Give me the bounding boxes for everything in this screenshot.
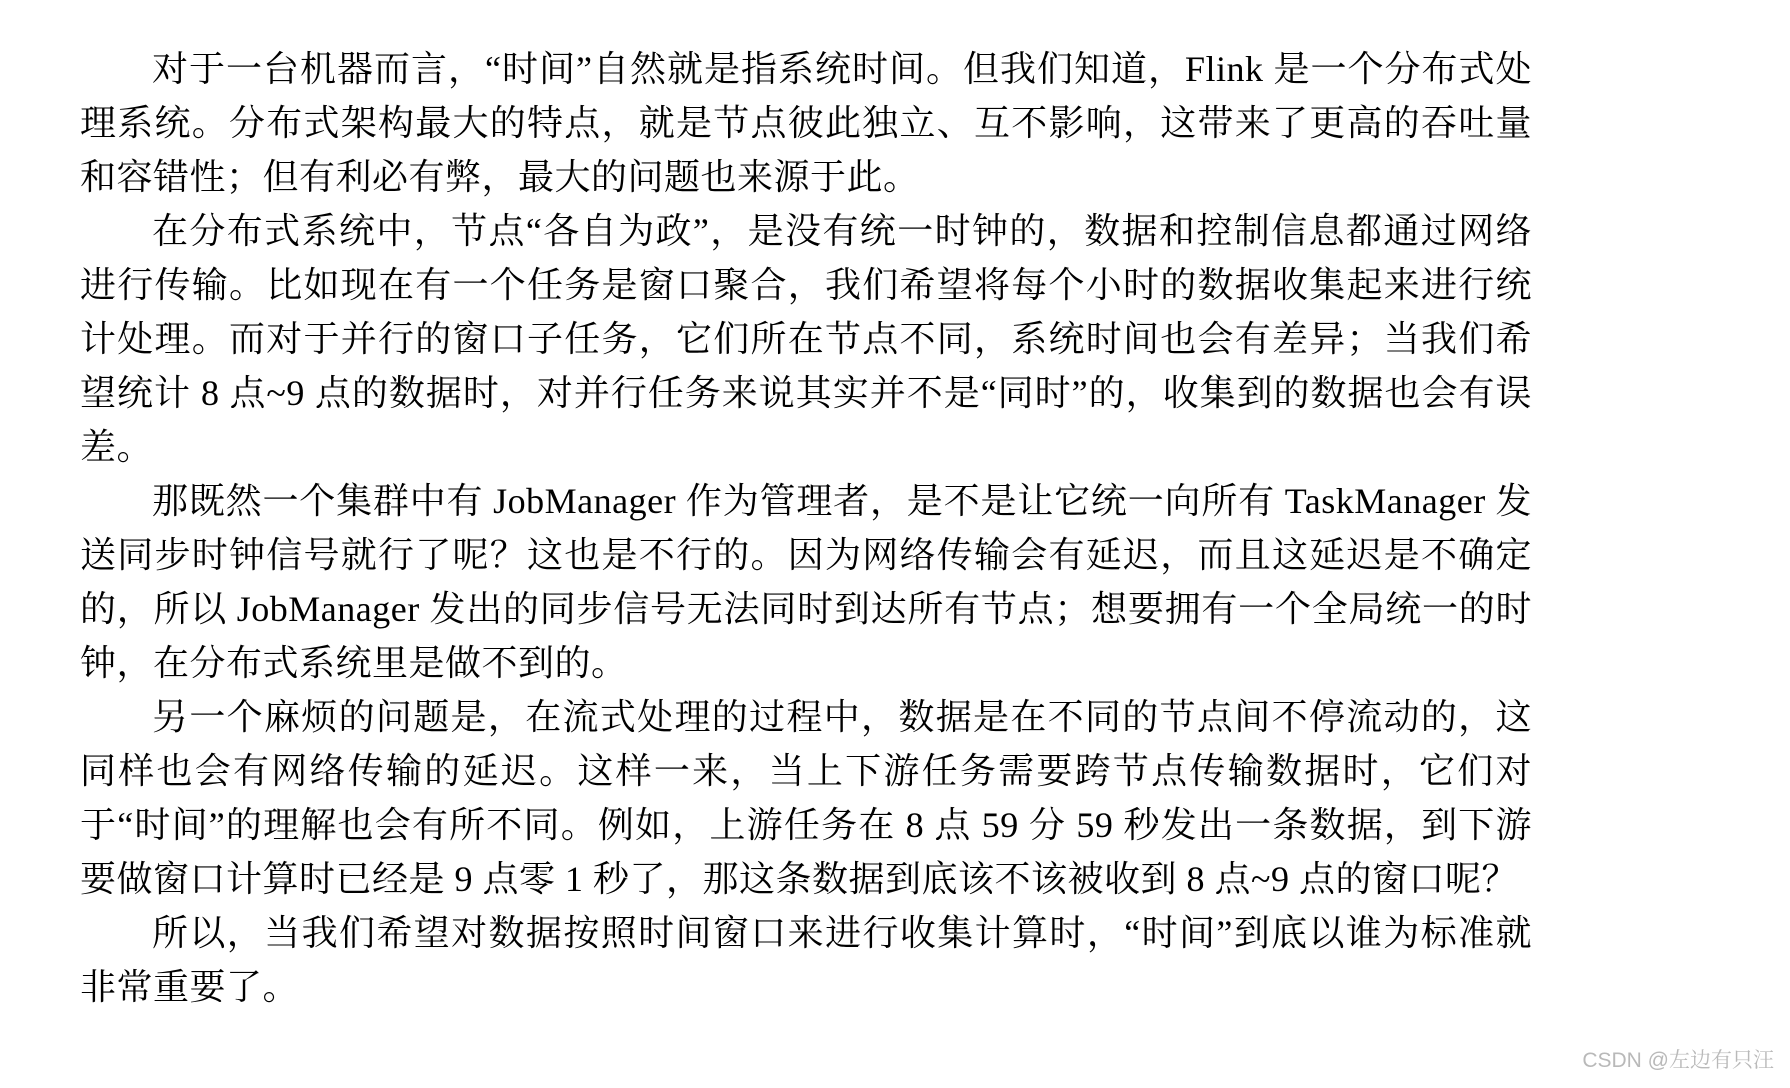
paragraph-3: 那既然一个集群中有 JobManager 作为管理者，是不是让它统一向所有 TaskManager 发送同步时钟信号就行了呢？这也是不行的。因为网络传输会有延迟，而且这延迟是不确定的，所以 JobManager 发出的同步信号无法同时到达所有节点；想要拥有一个全局统一的时钟，在分布式系统里是做不到的。: [80, 481, 1532, 683]
csdn-watermark: CSDN @左边有只汪: [1582, 1049, 1774, 1072]
paragraph-2: 在分布式系统中，节点“各自为政”，是没有统一时钟的，数据和控制信息都通过网络进行传输。比如现在有一个任务是窗口聚合，我们希望将每个小时的数据收集起来进行统计处理。而对于并行的窗口子任务，它们所在节点不同，系统时间也会有差异；当我们希望统计 8 点~9 点的数据时，对并行任务来说其实并不是“同时”的，收集到的数据也会有误差。: [80, 211, 1532, 467]
paragraph-5: 所以，当我们希望对数据按照时间窗口来进行收集计算时，“时间”到底以谁为标准就非常重要了。: [80, 913, 1532, 1007]
paragraph-4: 另一个麻烦的问题是，在流式处理的过程中，数据是在不同的节点间不停流动的，这同样也会有网络传输的延迟。这样一来，当上下游任务需要跨节点传输数据时，它们对于“时间”的理解也会有所不同。例如，上游任务在 8 点 59 分 59 秒发出一条数据，到下游要做窗口计算时已经是 9 点零 1 秒了，那这条数据到底该不该被收到 8 点~9 点的窗口呢？: [80, 697, 1532, 899]
body-text: [80, 42, 1532, 1014]
paragraph-1: 对于一台机器而言，“时间”自然就是指系统时间。但我们知道，Flink 是一个分布式处理系统。分布式架构最大的特点，就是节点彼此独立、互不影响，这带来了更高的吞吐量和容错性；但有利必有弊，最大的问题也来源于此。: [80, 49, 1532, 197]
